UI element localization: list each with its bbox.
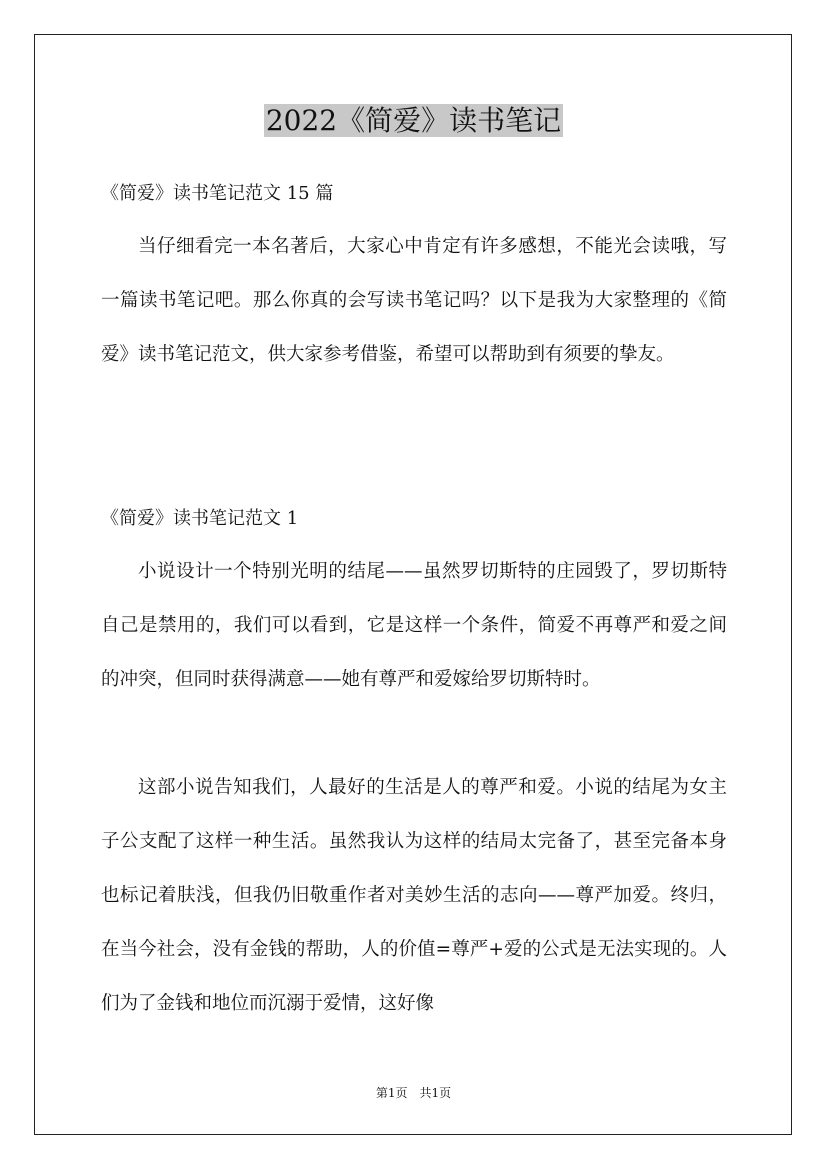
document-subtitle: 《简爱》读书笔记范文 15 篇: [101, 183, 334, 204]
document-title: [0, 101, 827, 141]
body-paragraph: 小说设计一个特别光明的结尾——虽然罗切斯特的庄园毁了，罗切斯特自己是禁用的，我们可以看到，它是这样一个条件，简爱不再尊严和爱之间的冲突，但同时获得满意——她有尊严和爱嫁给罗切斯特时。: [101, 561, 727, 690]
page-footer: 第1页 共1页: [375, 1086, 452, 1100]
essay-heading: 《简爱》读书笔记范文 1: [101, 508, 299, 529]
document-title-text: 2022《简爱》读书笔记: [265, 104, 562, 137]
intro-paragraph: 当仔细看完一本名著后，大家心中肯定有许多感想，不能光会读哦，写一篇读书笔记吧。那么你真的会写读书笔记吗？以下是我为大家整理的《简爱》读书笔记范文，供大家参考借鉴，希望可以帮助到有须要的挚友。: [101, 236, 727, 365]
body-paragraph: 这部小说告知我们，人最好的生活是人的尊严和爱。小说的结尾为女主子公支配了这样一种生活。虽然我认为这样的结局太完备了，甚至完备本身也标记着肤浅，但我仍旧敬重作者对美妙生活的志向——尊严加爱。终归，在当今社会，没有金钱的帮助，人的价值=尊严+爱的公式是无法实现的。人们为了金钱和地位而沉溺于爱情，这好像: [101, 777, 727, 1014]
